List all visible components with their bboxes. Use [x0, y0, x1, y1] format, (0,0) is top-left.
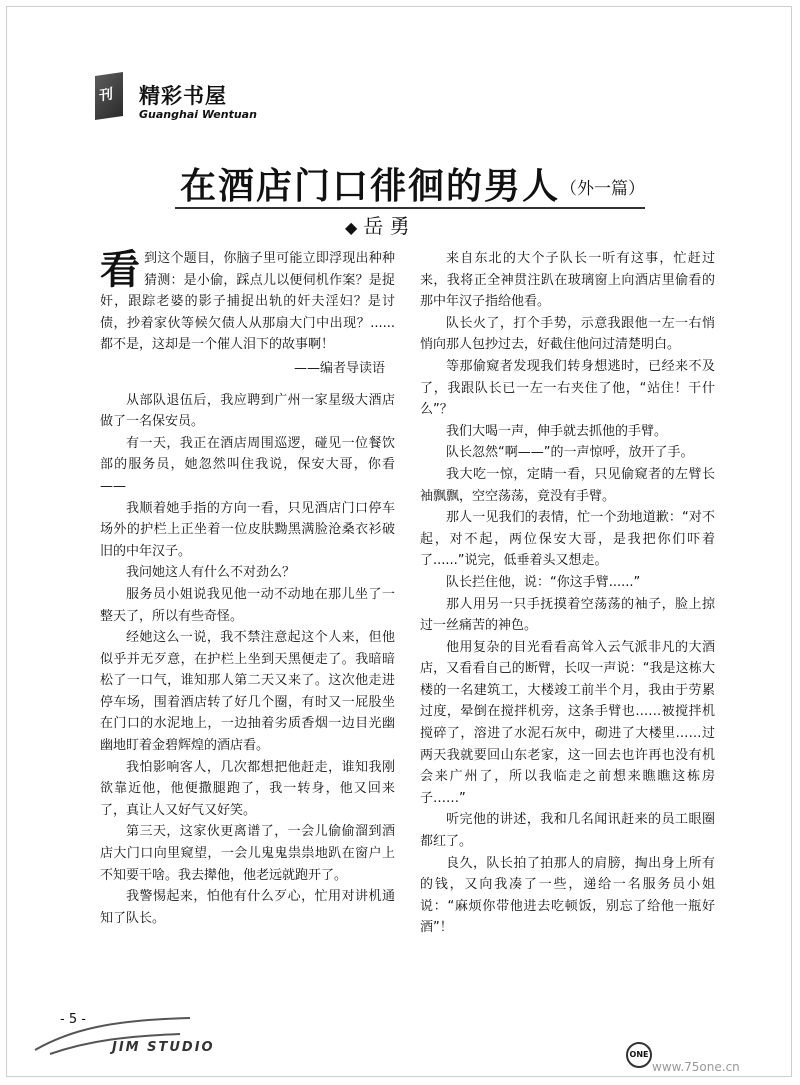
left-paragraph: 从部队退伍后，我应聘到广州一家星级大酒店做了一名保安员。 — [100, 392, 395, 430]
page-number: - 5 - — [60, 1012, 86, 1027]
left-paragraph: 我怕影响客人，几次都想把他赶走，谁知我刚欲靠近他，他便撒腿跑了，我一转身，他又回来了，真让人又好气又好笑。 — [100, 759, 395, 818]
right-paragraph: 他用复杂的目光看看高耸入云气派非凡的大酒店，又看看自己的断臂，长叹一声说：“我是这栋大楼的一名建筑工，大楼竣工前半个月，我由于劳累过度，晕倒在搅拌机旁，这条手臂也……被搅拌机搅碎了，溶进了水泥石灰中，砌进了大楼里……过两天我就要回山东老家，这一回去也许再也没有机会来广州了，所以我临走之前想来瞧瞧这栋房子……” — [420, 639, 715, 806]
article-title: 在酒店门口徘徊的男人 — [180, 166, 561, 207]
right-paragraph: 那人用另一只手抚摸着空荡荡的袖子，脸上掠过一丝痛苦的神色。 — [420, 596, 715, 634]
section-header — [95, 74, 395, 122]
section-logo: 刊 — [95, 72, 123, 120]
right-paragraph: 来自东北的大个子队长一听有这事，忙赶过来，我将正全神贯注趴在玻璃窗上向酒店里偷看的那中年汉子指给他看。 — [420, 251, 715, 310]
title-rule — [175, 207, 645, 209]
right-paragraph: 听完他的讲述，我和几名闻讯赶来的员工眼圈都红了。 — [420, 812, 715, 850]
right-column — [420, 248, 715, 939]
intro-paragraph — [100, 248, 395, 356]
left-paragraph: 我顺着她手指的方向一看，只见酒店门口停车场外的护栏上正坐着一位皮肤黝黑满脸沧桑衣衫破旧的中年汉子。 — [100, 500, 395, 559]
left-column — [100, 248, 395, 929]
right-paragraph: 队长拦住他，说：“你这手臂......” — [446, 574, 641, 590]
left-paragraph: 我问她这人有什么不对劲么？ — [126, 565, 296, 581]
studio-credit: JIM STUDIO — [112, 1040, 215, 1055]
diamond-icon: ◆ — [345, 218, 358, 237]
right-paragraph: 良久，队长拍了拍那人的肩膀，掏出身上所有的钱，又向我凑了一些，递给一名服务员小姐说：“麻烦你带他进去吃顿饭，别忘了给他一瓶好酒”！ — [420, 855, 715, 936]
right-paragraph: 队长火了，打个手势，示意我跟他一左一右悄悄向那人包抄过去，好截住他问过清楚明白。 — [420, 315, 715, 353]
dropcap: 看 — [100, 247, 140, 293]
article-title-note: （外一篇） — [560, 179, 645, 199]
article-author — [345, 210, 410, 239]
left-body — [100, 390, 395, 930]
left-paragraph: 服务员小姐说我见他一动不动地在那儿坐了一整天了，所以有些奇怪。 — [100, 586, 395, 624]
site-logo: ONE — [626, 1042, 652, 1068]
section-subtitle: Guanghai Wentuan — [139, 108, 257, 121]
right-body — [420, 248, 715, 939]
left-paragraph: 我警惕起来，怕他有什么歹心，忙用对讲机通知了队长。 — [100, 889, 395, 926]
left-paragraph: 第三天，这家伙更离谱了，一会儿偷偷溜到酒店大门口向里窥望，一会儿鬼鬼祟祟地趴在窗户上不知要干啥。我去撵他，他老远就跑开了。 — [100, 824, 395, 883]
author-name: 岳 勇 — [363, 214, 410, 238]
intro-credit: ——编者导读语 — [293, 360, 385, 376]
section-title: 精彩书屋 — [139, 84, 227, 108]
right-paragraph: 那人一见我们的表情，忙一个劲地道歉：“对不起，对不起，两位保安大哥，是我把你们吓着了......”说完，低垂着头又想走。 — [420, 510, 715, 569]
watermark: www.75one.cn — [652, 1060, 740, 1074]
right-paragraph: 等那偷窥者发现我们转身想逃时，已经来不及了，我跟队长已一左一右夹住了他，“站住！干什么”？ — [420, 358, 715, 418]
intro-text: 到这个题目，你脑子里可能立即浮现出种种猜测：是小偷，踩点儿以便伺机作案？是捉奸，跟踪老婆的影子捕捉出轨的奸夫淫妇？是讨债，抄着家伙等候欠债人从那扇大门中出现？......都不是，这却是一个催人泪下的故事啊！ — [100, 251, 395, 353]
right-paragraph: 我大吃一惊，定睛一看，只见偷窥者的左臂长袖飘飘，空空荡荡，竟没有手臂。 — [420, 466, 715, 504]
right-paragraph: 我们大喝一声，伸手就去抓他的手臂。 — [446, 423, 668, 439]
left-paragraph: 经她这么一说，我不禁注意起这个人来，但他似乎并无歹意，在护栏上坐到天黑便走了。我暗暗松了一口气，谁知那人第二天又来了。这次他走进停车场，围着酒店转了好几个圈，有时又一屁股坐在门口的水泥地上，一边抽着劣质香烟一边目光幽幽地盯着金碧辉煌的酒店看。 — [100, 630, 395, 754]
left-paragraph: 有一天，我正在酒店周围巡逻，碰见一位餐饮部的服务员，她忽然叫住我说，保安大哥，你看—— — [100, 435, 395, 494]
right-paragraph: 队长忽然“啊——”的一声惊呼，放开了手。 — [446, 445, 694, 461]
